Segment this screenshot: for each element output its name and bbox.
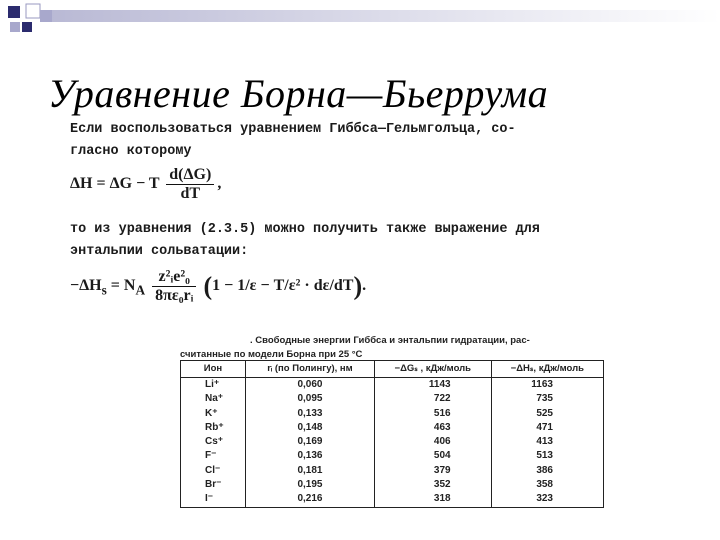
scanned-text-block	[62, 118, 622, 318]
table-body	[181, 378, 604, 508]
formula1-end: ,	[217, 175, 222, 193]
cell-gibbs: 352	[374, 478, 491, 492]
cell-ion: F⁻	[181, 449, 246, 463]
cell-gibbs: 379	[374, 464, 491, 478]
table-row	[181, 407, 604, 421]
cell-radius: 0,195	[245, 478, 374, 492]
white-square	[26, 4, 40, 18]
cell-ion: Br⁻	[181, 478, 246, 492]
formula-enthalpy	[70, 268, 366, 305]
cell-radius: 0,136	[245, 449, 374, 463]
cell-gibbs: 516	[374, 407, 491, 421]
cell-enthalpy: 358	[491, 478, 603, 492]
cell-enthalpy: 735	[491, 392, 603, 406]
formula2-mid: = N	[106, 277, 136, 295]
formula-gibbs-helmholtz	[70, 166, 221, 203]
cell-ion: I⁻	[181, 492, 246, 507]
formula2-sub2: A	[135, 282, 146, 298]
formula2-paren-close: )	[353, 271, 363, 301]
cell-radius: 0,216	[245, 492, 374, 507]
dark-square-1	[8, 6, 20, 18]
formula1-fraction	[166, 166, 214, 203]
header-gibbs: −ΔGₛ , кДж/моль	[374, 361, 491, 378]
dark-square-2	[22, 22, 32, 32]
cell-enthalpy: 513	[491, 449, 603, 463]
text-line-2: гласно которому	[70, 144, 192, 159]
cell-radius: 0,148	[245, 421, 374, 435]
text-line-1: Если воспользоваться уравнением Гиббса—Гельмголъца, со-	[70, 122, 516, 137]
light-square-2	[10, 22, 20, 32]
cell-enthalpy: 386	[491, 464, 603, 478]
table-row	[181, 378, 604, 393]
table-row	[181, 421, 604, 435]
header-radius: rᵢ (по Полингу), нм	[245, 361, 374, 378]
top-decoration	[0, 0, 720, 34]
header-ion: Ион	[181, 361, 246, 378]
table-row	[181, 449, 604, 463]
text-line-4: энтальпии сольватации:	[70, 244, 249, 259]
caption-line-2: считанные по модели Борна при 25 °С	[180, 349, 363, 360]
cell-ion: Cs⁺	[181, 435, 246, 449]
cell-ion: Rb⁺	[181, 421, 246, 435]
cell-ion: Na⁺	[181, 392, 246, 406]
cell-radius: 0,060	[245, 378, 374, 393]
cell-enthalpy: 1163	[491, 378, 603, 393]
text-line-3: то из уравнения (2.3.5) можно получить также выражение для	[70, 222, 540, 237]
cell-ion: Cl⁻	[181, 464, 246, 478]
cell-gibbs: 463	[374, 421, 491, 435]
formula2-fraction	[152, 268, 196, 305]
table-row	[181, 392, 604, 406]
caption-line-1: . Свободные энергии Гиббса и энтальпии гидратации, рас-	[250, 335, 530, 346]
cell-gibbs: 318	[374, 492, 491, 507]
cell-enthalpy: 525	[491, 407, 603, 421]
cell-radius: 0,133	[245, 407, 374, 421]
cell-enthalpy: 413	[491, 435, 603, 449]
formula2-left: −ΔH	[70, 277, 102, 295]
table-caption	[180, 334, 610, 362]
cell-ion: Li⁺	[181, 378, 246, 393]
cell-radius: 0,169	[245, 435, 374, 449]
formula1-denominator: dT	[180, 185, 201, 202]
top-bar	[40, 10, 720, 22]
cell-gibbs: 406	[374, 435, 491, 449]
header-enthalpy: −ΔHₛ, кДж/моль	[491, 361, 603, 378]
light-square-1	[40, 10, 52, 22]
formula2-denominator: 8πε₀rᵢ	[155, 287, 194, 304]
cell-ion: K⁺	[181, 407, 246, 421]
born-model-table	[180, 360, 604, 508]
table-header-row	[181, 361, 604, 378]
cell-radius: 0,181	[245, 464, 374, 478]
table-row	[181, 464, 604, 478]
cell-radius: 0,095	[245, 392, 374, 406]
cell-gibbs: 504	[374, 449, 491, 463]
formula2-paren-open: (	[203, 271, 213, 301]
table-row	[181, 478, 604, 492]
formula2-body: 1 − 1/ε − T/ε² · dε/dT	[212, 277, 354, 295]
cell-gibbs: 1143	[374, 378, 491, 393]
slide-title: Уравнение Борна—Бьеррума	[48, 71, 549, 116]
formula1-left: ΔH = ΔG − T	[70, 175, 160, 193]
cell-enthalpy: 323	[491, 492, 603, 507]
cell-enthalpy: 471	[491, 421, 603, 435]
formula2-sub: s	[101, 282, 107, 298]
table-row	[181, 492, 604, 507]
table-row	[181, 435, 604, 449]
cell-gibbs: 722	[374, 392, 491, 406]
formula2-numerator: z²ᵢe²₀	[152, 268, 196, 287]
formula2-end: .	[362, 277, 367, 295]
formula1-numerator: d(ΔG)	[166, 166, 214, 185]
